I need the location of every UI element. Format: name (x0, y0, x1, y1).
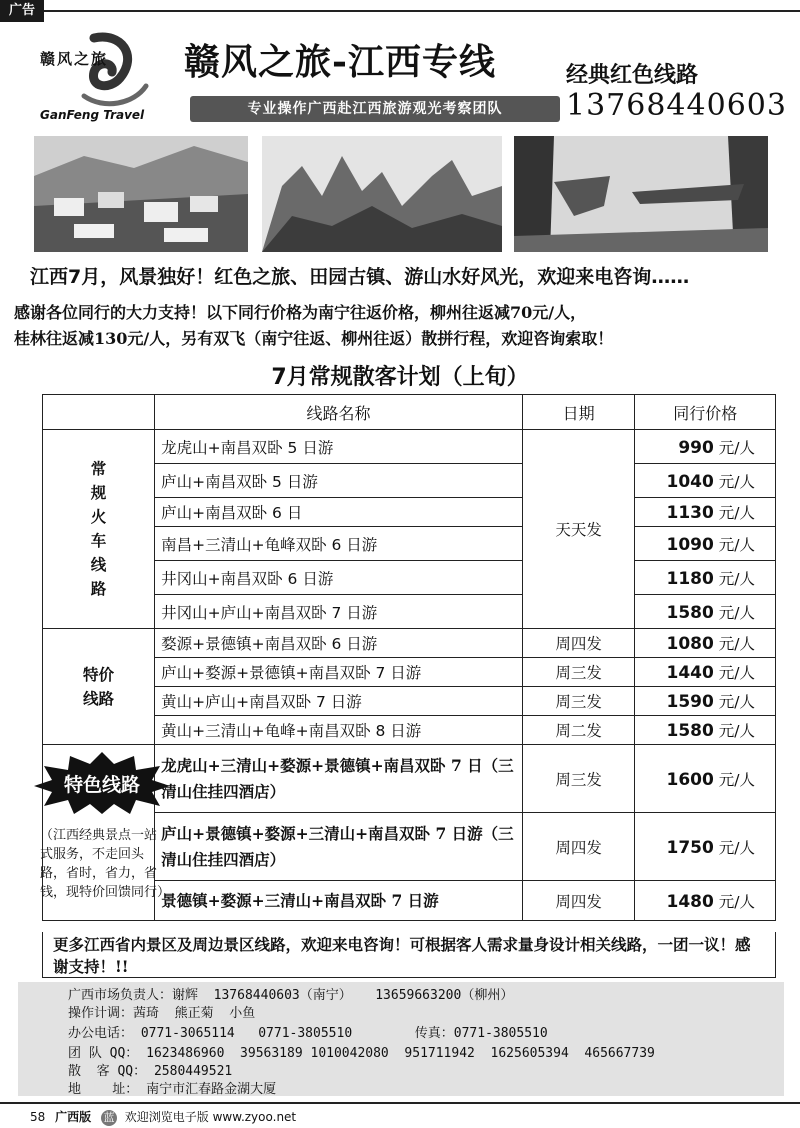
price-value: 1080 (666, 634, 714, 654)
price-cell (635, 687, 776, 716)
contact-group-qq: 团 队 QQ： 1623486960 39563189 1010042080 951711942 1625605394 465667739 (68, 1046, 655, 1061)
intro-line-2: 桂林往返减130元/人，另有双飞（南宁往返、柳州往返）散拼行程，欢迎咨询索取！ (14, 329, 614, 348)
intro-text (14, 300, 790, 352)
huangshan-peaks-photo (262, 136, 502, 252)
more-routes-note: 更多江西省内景区及周边景区线路，欢迎来电咨询！可根据客人需求量身设计相关线路，一团一议！感谢支持！!! (42, 932, 776, 978)
price-value: 990 (678, 437, 714, 458)
price-unit: 元/人 (718, 722, 755, 740)
contact-office-phone: 办公电话： 0771-3065114 0771-3805510 传真：0771-3805510 (68, 1026, 548, 1041)
price-value: 1130 (666, 503, 714, 523)
route-name: 南昌+三清山+龟峰双卧 6 日游 (155, 527, 523, 561)
departure-date: 周二发 (522, 716, 635, 745)
hotline-phone: 13768440603 (566, 88, 787, 123)
departure-date: 周四发 (522, 629, 635, 658)
contact-panel (18, 982, 784, 1096)
price-unit: 元/人 (718, 569, 755, 588)
price-value: 1090 (666, 534, 714, 555)
header-date: 日期 (522, 395, 635, 430)
route-name: 龙虎山+三清山+婺源+景德镇+南昌双卧 7 日（三清山住挂四酒店） (155, 745, 523, 813)
category-regular-train (43, 430, 155, 629)
route-name: 黄山+三清山+龟峰+南昌双卧 8 日游 (155, 716, 523, 745)
contact-address: 地 址： 南宁市汇春路金湖大厦 (68, 1082, 277, 1097)
edition-label: 广西版 (55, 1110, 92, 1124)
price-value: 1750 (666, 837, 714, 858)
logo-text-cn: 赣风之旅 (40, 50, 109, 68)
top-divider (44, 10, 800, 12)
header-price: 同行价格 (635, 395, 776, 430)
page-number: 58 (30, 1110, 46, 1124)
headline: 江西7月，风景独好！红色之旅、田园古镇、游山水好风光，欢迎来电咨询…… (30, 266, 690, 288)
route-name: 庐山+南昌双卧 6 日 (155, 498, 523, 527)
page-title: 赣风之旅-江西专线 (184, 41, 496, 83)
price-unit: 元/人 (718, 438, 755, 457)
price-unit: 元/人 (718, 504, 755, 522)
contact-operators: 操作计调：茜琦 熊正菊 小鱼 (68, 1006, 256, 1021)
route-name: 婺源+景德镇+南昌双卧 6 日游 (155, 629, 523, 658)
featured-note: （江西经典景点一站式服务，不走回头路，省时，省力，省钱，现特价回馈同行） (40, 828, 171, 900)
ancient-village-photo (34, 136, 248, 252)
price-unit: 元/人 (718, 472, 755, 491)
price-cell (635, 430, 776, 464)
price-cell (635, 595, 776, 629)
route-name: 黄山+庐山+南昌双卧 7 日游 (155, 687, 523, 716)
route-name: 景德镇+婺源+三清山+南昌双卧 7 日游 (155, 881, 523, 921)
category-special-price (43, 629, 155, 745)
sanqingshan-cliff-photo (514, 136, 768, 252)
price-cell (635, 464, 776, 498)
ad-label: 广告 (0, 0, 44, 22)
departure-date: 周四发 (522, 813, 635, 881)
price-unit: 元/人 (718, 693, 755, 711)
contact-individual-qq: 散 客 QQ： 2580449521 (68, 1064, 233, 1079)
route-name: 庐山+婺源+景德镇+南昌双卧 7 日游 (155, 658, 523, 687)
service-bar: 专业操作广西赴江西旅游观光考察团队 (190, 96, 560, 122)
featured-badge-block (34, 752, 170, 902)
route-name: 庐山+景德镇+婺源+三清山+南昌双卧 7 日游（三清山住挂四酒店） (155, 813, 523, 881)
tagline: 经典红色线路 (566, 63, 699, 88)
category-regular-train-label: 常规火车线路 (90, 460, 107, 598)
category-special-price-label-2: 线路 (83, 689, 115, 708)
price-cell (635, 629, 776, 658)
table-row (43, 430, 776, 464)
price-value: 1480 (666, 891, 714, 912)
edition-badge-icon: 蓝 (101, 1110, 117, 1126)
departure-date: 周三发 (522, 658, 635, 687)
departure-date: 天天发 (522, 430, 635, 629)
footer-divider (0, 1102, 800, 1104)
price-cell (635, 658, 776, 687)
price-unit: 元/人 (718, 535, 755, 554)
departure-date: 周三发 (522, 745, 635, 813)
price-unit: 元/人 (718, 892, 755, 911)
table-row (43, 629, 776, 658)
category-special-price-label-1: 特价 (83, 665, 115, 684)
price-value: 1440 (666, 663, 714, 683)
logo-text-en: GanFeng Travel (40, 108, 145, 122)
footer (30, 1108, 296, 1126)
featured-badge-label: 特色线路 (63, 774, 140, 796)
intro-line-1: 感谢各位同行的大力支持！以下同行价格为南宁往返价格，柳州往返减70元/人， (14, 303, 587, 322)
departure-date: 周三发 (522, 687, 635, 716)
price-cell (635, 527, 776, 561)
route-name: 庐山+南昌双卧 5 日游 (155, 464, 523, 498)
price-value: 1040 (666, 471, 714, 492)
website-link[interactable]: 欢迎浏览电子版 www.zyoo.net (124, 1110, 297, 1124)
price-unit: 元/人 (718, 635, 755, 653)
plan-title: 7月常规散客计划（上旬） (271, 365, 529, 390)
price-cell (635, 716, 776, 745)
price-value: 1600 (666, 769, 714, 790)
price-value: 1590 (666, 692, 714, 712)
price-unit: 元/人 (718, 838, 755, 857)
price-unit: 元/人 (718, 664, 755, 682)
price-unit: 元/人 (718, 603, 755, 622)
contact-manager: 广西市场负责人：谢辉 13768440603（南宁） 13659663200（柳州） (68, 988, 514, 1003)
route-name: 井冈山+南昌双卧 6 日游 (155, 561, 523, 595)
price-value: 1580 (666, 721, 714, 741)
route-name: 龙虎山+南昌双卧 5 日游 (155, 430, 523, 464)
price-cell (635, 498, 776, 527)
table-header-row (43, 395, 776, 430)
price-cell (635, 745, 776, 813)
price-cell (635, 813, 776, 881)
route-name: 井冈山+庐山+南昌双卧 7 日游 (155, 595, 523, 629)
departure-date: 周四发 (522, 881, 635, 921)
price-value: 1180 (666, 568, 714, 589)
price-cell (635, 561, 776, 595)
price-cell (635, 881, 776, 921)
price-unit: 元/人 (718, 770, 755, 789)
header-route: 线路名称 (155, 395, 523, 430)
price-value: 1580 (666, 602, 714, 623)
